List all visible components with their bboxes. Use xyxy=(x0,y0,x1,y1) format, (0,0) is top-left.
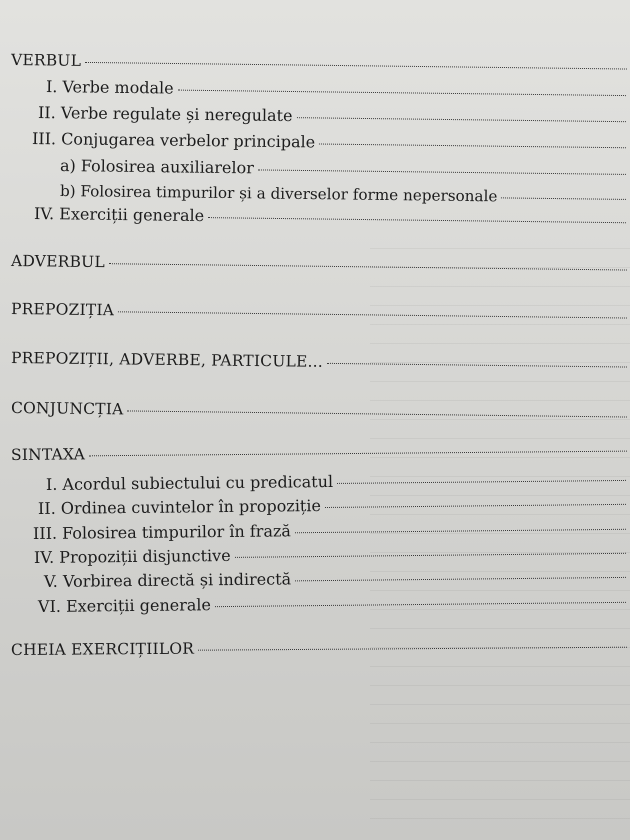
dot-leader xyxy=(337,480,626,484)
toc-chapter-title: PREPOZIȚII, ADVERBE, PARTICULE... xyxy=(10,349,324,371)
toc-item xyxy=(46,469,626,495)
toc-chapter-title: PREPOZIȚIA xyxy=(10,300,115,320)
dot-leader xyxy=(89,451,627,457)
toc-item-label: IV. Exerciții generale xyxy=(33,204,205,226)
toc-item-label: II. Verbe regulate și neregulate xyxy=(37,103,293,126)
dot-leader xyxy=(501,197,626,200)
toc-chapter-title: VERBUL xyxy=(10,51,82,70)
dot-leader xyxy=(295,529,626,533)
toc-item xyxy=(38,103,626,130)
toc-chapter-prepozitia xyxy=(11,299,627,327)
dot-leader xyxy=(198,647,627,651)
toc-chapter-adverbul xyxy=(11,251,627,279)
toc-chapter-verbul xyxy=(11,50,627,78)
toc-item xyxy=(32,129,626,156)
toc-chapter-conjunctia xyxy=(11,398,627,426)
toc-item-label: III. Folosirea timpurilor în frază xyxy=(32,521,292,543)
dot-leader xyxy=(127,410,626,417)
dot-leader xyxy=(85,62,627,70)
toc-chapter-sintaxa xyxy=(11,440,627,465)
toc-chapter-title: CHEIA EXERCIȚIILOR xyxy=(10,639,195,659)
toc-item xyxy=(33,518,626,544)
toc-item xyxy=(46,77,626,104)
toc-item xyxy=(44,566,626,592)
toc-item xyxy=(38,591,626,617)
toc-chapter-title: SINTAXA xyxy=(10,445,86,464)
toc-item-label: I. Acordul subiectului cu predicatul xyxy=(45,471,334,494)
dot-leader xyxy=(215,602,626,607)
toc-item-label: b) Folosirea timpurilor și a diverselor forme nepersonale xyxy=(59,182,498,206)
dot-leader xyxy=(325,504,626,508)
toc-item-label: a) Folosirea auxiliarelor xyxy=(59,156,254,178)
dot-leader xyxy=(118,311,627,318)
dot-leader xyxy=(258,169,626,174)
dot-leader xyxy=(178,90,626,96)
toc-item xyxy=(34,542,626,568)
dot-leader xyxy=(327,363,627,368)
toc-chapter-title: CONJUNCȚIA xyxy=(10,399,124,419)
toc-item-label: III. Conjugarea verbelor principale xyxy=(31,129,316,152)
toc-subitem xyxy=(60,181,626,208)
toc-item-label: V. Vorbirea directă și indirectă xyxy=(43,569,292,591)
toc-item-label: II. Ordinea cuvintelor în propoziție xyxy=(37,496,322,518)
dot-leader xyxy=(235,553,626,558)
toc-item xyxy=(34,204,626,231)
toc-item xyxy=(38,493,626,519)
toc-chapter-prepozitii-adverbe-particule xyxy=(11,348,627,376)
dot-leader xyxy=(295,577,626,581)
toc-item-label: I. Verbe modale xyxy=(45,77,174,98)
toc-chapter-title: ADVERBUL xyxy=(10,252,105,272)
dot-leader xyxy=(319,144,626,149)
toc-subitem xyxy=(60,156,626,183)
toc-item-label: VI. Exerciții generale xyxy=(37,595,212,616)
dot-leader xyxy=(109,263,627,270)
toc-chapter-cheia-exercitiilor xyxy=(11,636,627,660)
toc-item-label: IV. Propoziții disjunctive xyxy=(33,545,231,567)
dot-leader xyxy=(208,217,626,223)
dot-leader xyxy=(296,117,625,122)
